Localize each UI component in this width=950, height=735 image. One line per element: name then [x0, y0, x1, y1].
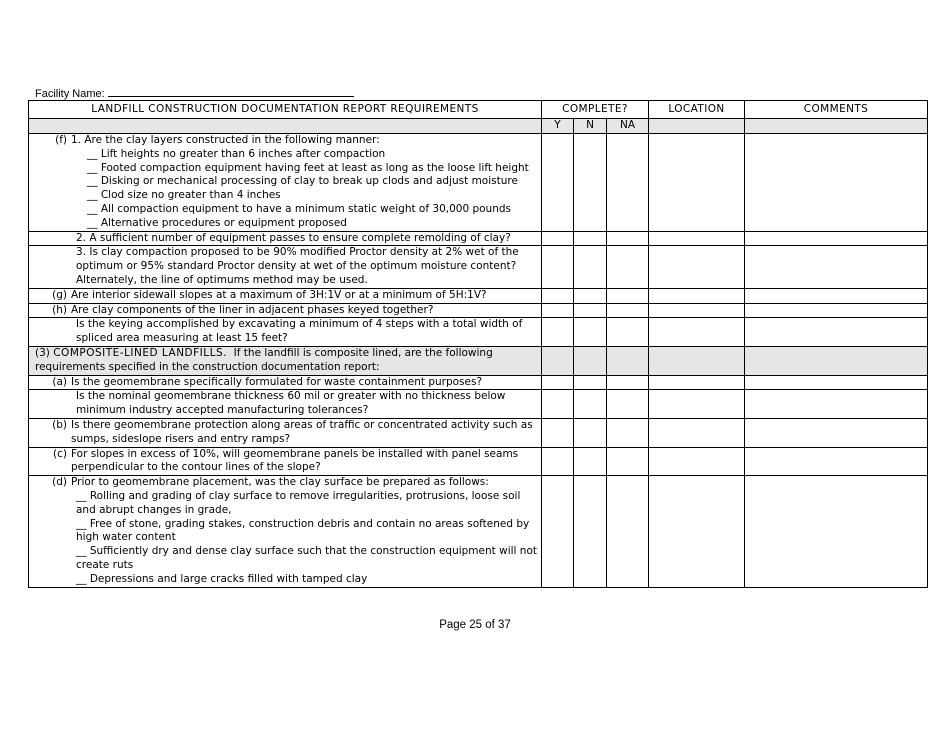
list-item: __ Lift heights no greater than 6 inches after compaction — [87, 147, 386, 160]
n-cell[interactable] — [574, 418, 607, 447]
y-cell[interactable] — [542, 418, 574, 447]
table-row — [29, 318, 928, 347]
na-cell[interactable] — [607, 476, 649, 587]
y-cell[interactable] — [542, 246, 574, 288]
n-cell[interactable] — [574, 134, 607, 232]
comments-cell[interactable] — [745, 318, 928, 347]
location-cell — [649, 346, 745, 375]
na-cell[interactable] — [607, 390, 649, 419]
requirement-text: 3. Is clay compaction proposed to be 90% modified Proctor density at 2% wet of the optimum or 95% standard Proctor density at wet of the optimum moisture content? Alternately, the line of optimums method may be used. — [76, 246, 519, 286]
section-marker: (3) — [35, 346, 50, 359]
na-cell[interactable] — [607, 447, 649, 476]
location-cell[interactable] — [649, 318, 745, 347]
y-cell — [542, 346, 574, 375]
requirement-text: Is the geomembrane specifically formulated for waste containment purposes? — [71, 375, 483, 388]
location-cell[interactable] — [649, 231, 745, 246]
requirement-cell — [29, 231, 542, 246]
item-marker: (c) — [53, 447, 67, 460]
header-comments: COMMENTS — [745, 101, 928, 119]
header-y: Y — [542, 119, 574, 134]
table-row — [29, 288, 928, 303]
section-header-cell — [29, 346, 542, 375]
n-cell[interactable] — [574, 246, 607, 288]
na-cell[interactable] — [607, 246, 649, 288]
requirement-cell — [29, 447, 542, 476]
requirement-cell — [29, 303, 542, 318]
table-row — [29, 447, 928, 476]
y-cell[interactable] — [542, 375, 574, 390]
na-cell — [607, 346, 649, 375]
table-row — [29, 375, 928, 390]
requirement-cell — [29, 288, 542, 303]
n-cell[interactable] — [574, 303, 607, 318]
comments-cell[interactable] — [745, 418, 928, 447]
list-item: __ Sufficiently dry and dense clay surface such that the construction equipment will not create ruts — [76, 545, 537, 571]
table-row — [29, 390, 928, 419]
comments-cell[interactable] — [745, 447, 928, 476]
requirement-text: Are clay components of the liner in adjacent phases keyed together? — [71, 303, 434, 316]
requirement-cell — [29, 390, 542, 419]
header-location: LOCATION — [649, 101, 745, 119]
na-cell[interactable] — [607, 288, 649, 303]
table-row — [29, 134, 928, 232]
requirement-text: Prior to geomembrane placement, was the clay surface be prepared as follows: — [71, 476, 489, 489]
subheader-blank — [29, 119, 542, 134]
n-cell[interactable] — [574, 318, 607, 347]
location-cell[interactable] — [649, 418, 745, 447]
page-number: Page 25 of 37 — [439, 619, 511, 631]
section-row — [29, 346, 928, 375]
na-cell[interactable] — [607, 303, 649, 318]
facility-name-blank — [108, 86, 354, 97]
list-item: __ Clod size no greater than 4 inches — [87, 189, 281, 202]
requirement-text: Is the nominal geomembrane thickness 60 mil or greater with no thickness below minimum industry accepted manufacturing tolerances? — [76, 390, 506, 417]
y-cell[interactable] — [542, 318, 574, 347]
header-na: NA — [607, 119, 649, 134]
header-n: N — [574, 119, 607, 134]
y-cell[interactable] — [542, 303, 574, 318]
subheader-comments-blank — [745, 119, 928, 134]
item-marker: (b) — [52, 418, 67, 431]
list-item: __ Footed compaction equipment having feet at least as long as the loose lift height — [87, 161, 529, 174]
n-cell — [574, 346, 607, 375]
requirement-cell — [29, 418, 542, 447]
location-cell[interactable] — [649, 375, 745, 390]
y-cell[interactable] — [542, 288, 574, 303]
section-title: COMPOSITE-LINED LANDFILLS. — [53, 346, 227, 359]
na-cell[interactable] — [607, 318, 649, 347]
y-cell[interactable] — [542, 134, 574, 232]
requirement-cell — [29, 476, 542, 587]
y-cell[interactable] — [542, 390, 574, 419]
n-cell[interactable] — [574, 476, 607, 587]
requirement-cell — [29, 246, 542, 288]
na-cell[interactable] — [607, 231, 649, 246]
item-marker: (g) — [52, 288, 67, 301]
table-row — [29, 246, 928, 288]
location-cell[interactable] — [649, 288, 745, 303]
comments-cell[interactable] — [745, 288, 928, 303]
requirement-text: 1. Are the clay layers constructed in the following manner: — [71, 134, 380, 146]
requirement-text: Are interior sidewall slopes at a maximum of 3H:1V or at a minimum of 5H:1V? — [71, 288, 487, 301]
list-item: __ All compaction equipment to have a minimum static weight of 30,000 pounds — [87, 202, 511, 215]
list-item: __ Depressions and large cracks filled with tamped clay — [76, 572, 368, 585]
n-cell[interactable] — [574, 375, 607, 390]
section-text: If the landfill is composite lined, are the following requirements specified in the construction documentation report: — [35, 346, 493, 373]
header-requirements: LANDFILL CONSTRUCTION DOCUMENTATION REPORT REQUIREMENTS — [29, 101, 542, 119]
comments-cell[interactable] — [745, 134, 928, 232]
facility-name-label: Facility Name: — [35, 88, 105, 100]
location-cell[interactable] — [649, 447, 745, 476]
header-complete: COMPLETE? — [542, 101, 649, 119]
na-cell[interactable] — [607, 375, 649, 390]
location-cell[interactable] — [649, 476, 745, 587]
requirement-cell — [29, 318, 542, 347]
subheader-location-blank — [649, 119, 745, 134]
comments-cell[interactable] — [745, 390, 928, 419]
requirement-cell — [29, 134, 542, 232]
comments-cell[interactable] — [745, 476, 928, 587]
list-item: __ Alternative procedures or equipment proposed — [87, 216, 347, 229]
requirements-table — [28, 100, 928, 588]
requirement-text: 2. A sufficient number of equipment passes to ensure complete remolding of clay? — [76, 231, 511, 244]
y-cell[interactable] — [542, 231, 574, 246]
location-cell[interactable] — [649, 303, 745, 318]
table-row — [29, 418, 928, 447]
item-marker: (d) — [52, 476, 67, 489]
comments-cell[interactable] — [745, 246, 928, 288]
comments-cell — [745, 346, 928, 375]
comments-cell[interactable] — [745, 303, 928, 318]
location-cell[interactable] — [649, 246, 745, 288]
na-cell[interactable] — [607, 134, 649, 232]
list-item: __ Free of stone, grading stakes, construction debris and contain no areas softened by high water content — [76, 517, 530, 544]
header-row — [29, 101, 928, 119]
item-marker: (f) — [55, 134, 67, 146]
comments-cell[interactable] — [745, 375, 928, 390]
requirement-cell — [29, 375, 542, 390]
n-cell[interactable] — [574, 447, 607, 476]
facility-name-field — [35, 86, 354, 100]
table-row — [29, 303, 928, 318]
y-cell[interactable] — [542, 447, 574, 476]
requirement-text: Is there geomembrane protection along areas of traffic or concentrated activity such as sumps, sideslope risers and entry ramps? — [71, 418, 533, 445]
comments-cell[interactable] — [745, 231, 928, 246]
location-cell[interactable] — [649, 390, 745, 419]
item-marker: (h) — [52, 303, 67, 316]
y-cell[interactable] — [542, 476, 574, 587]
item-marker: (a) — [52, 375, 67, 388]
na-cell[interactable] — [607, 418, 649, 447]
requirement-text: Is the keying accomplished by excavating a minimum of 4 steps with a total width of spliced area measuring at least 15 feet? — [76, 318, 523, 345]
list-item: __ Disking or mechanical processing of clay to break up clods and adjust moisture — [87, 175, 518, 188]
requirement-text: For slopes in excess of 10%, will geomembrane panels be installed with panel seams perpendicular to the contour lines of the slope? — [71, 447, 519, 474]
table-row — [29, 231, 928, 246]
n-cell[interactable] — [574, 231, 607, 246]
list-item: __ Rolling and grading of clay surface to remove irregularities, protrusions, loose soil and abrupt changes in grade, — [76, 489, 521, 516]
table-row — [29, 476, 928, 587]
location-cell[interactable] — [649, 134, 745, 232]
n-cell[interactable] — [574, 390, 607, 419]
n-cell[interactable] — [574, 288, 607, 303]
subheader-row — [29, 119, 928, 134]
